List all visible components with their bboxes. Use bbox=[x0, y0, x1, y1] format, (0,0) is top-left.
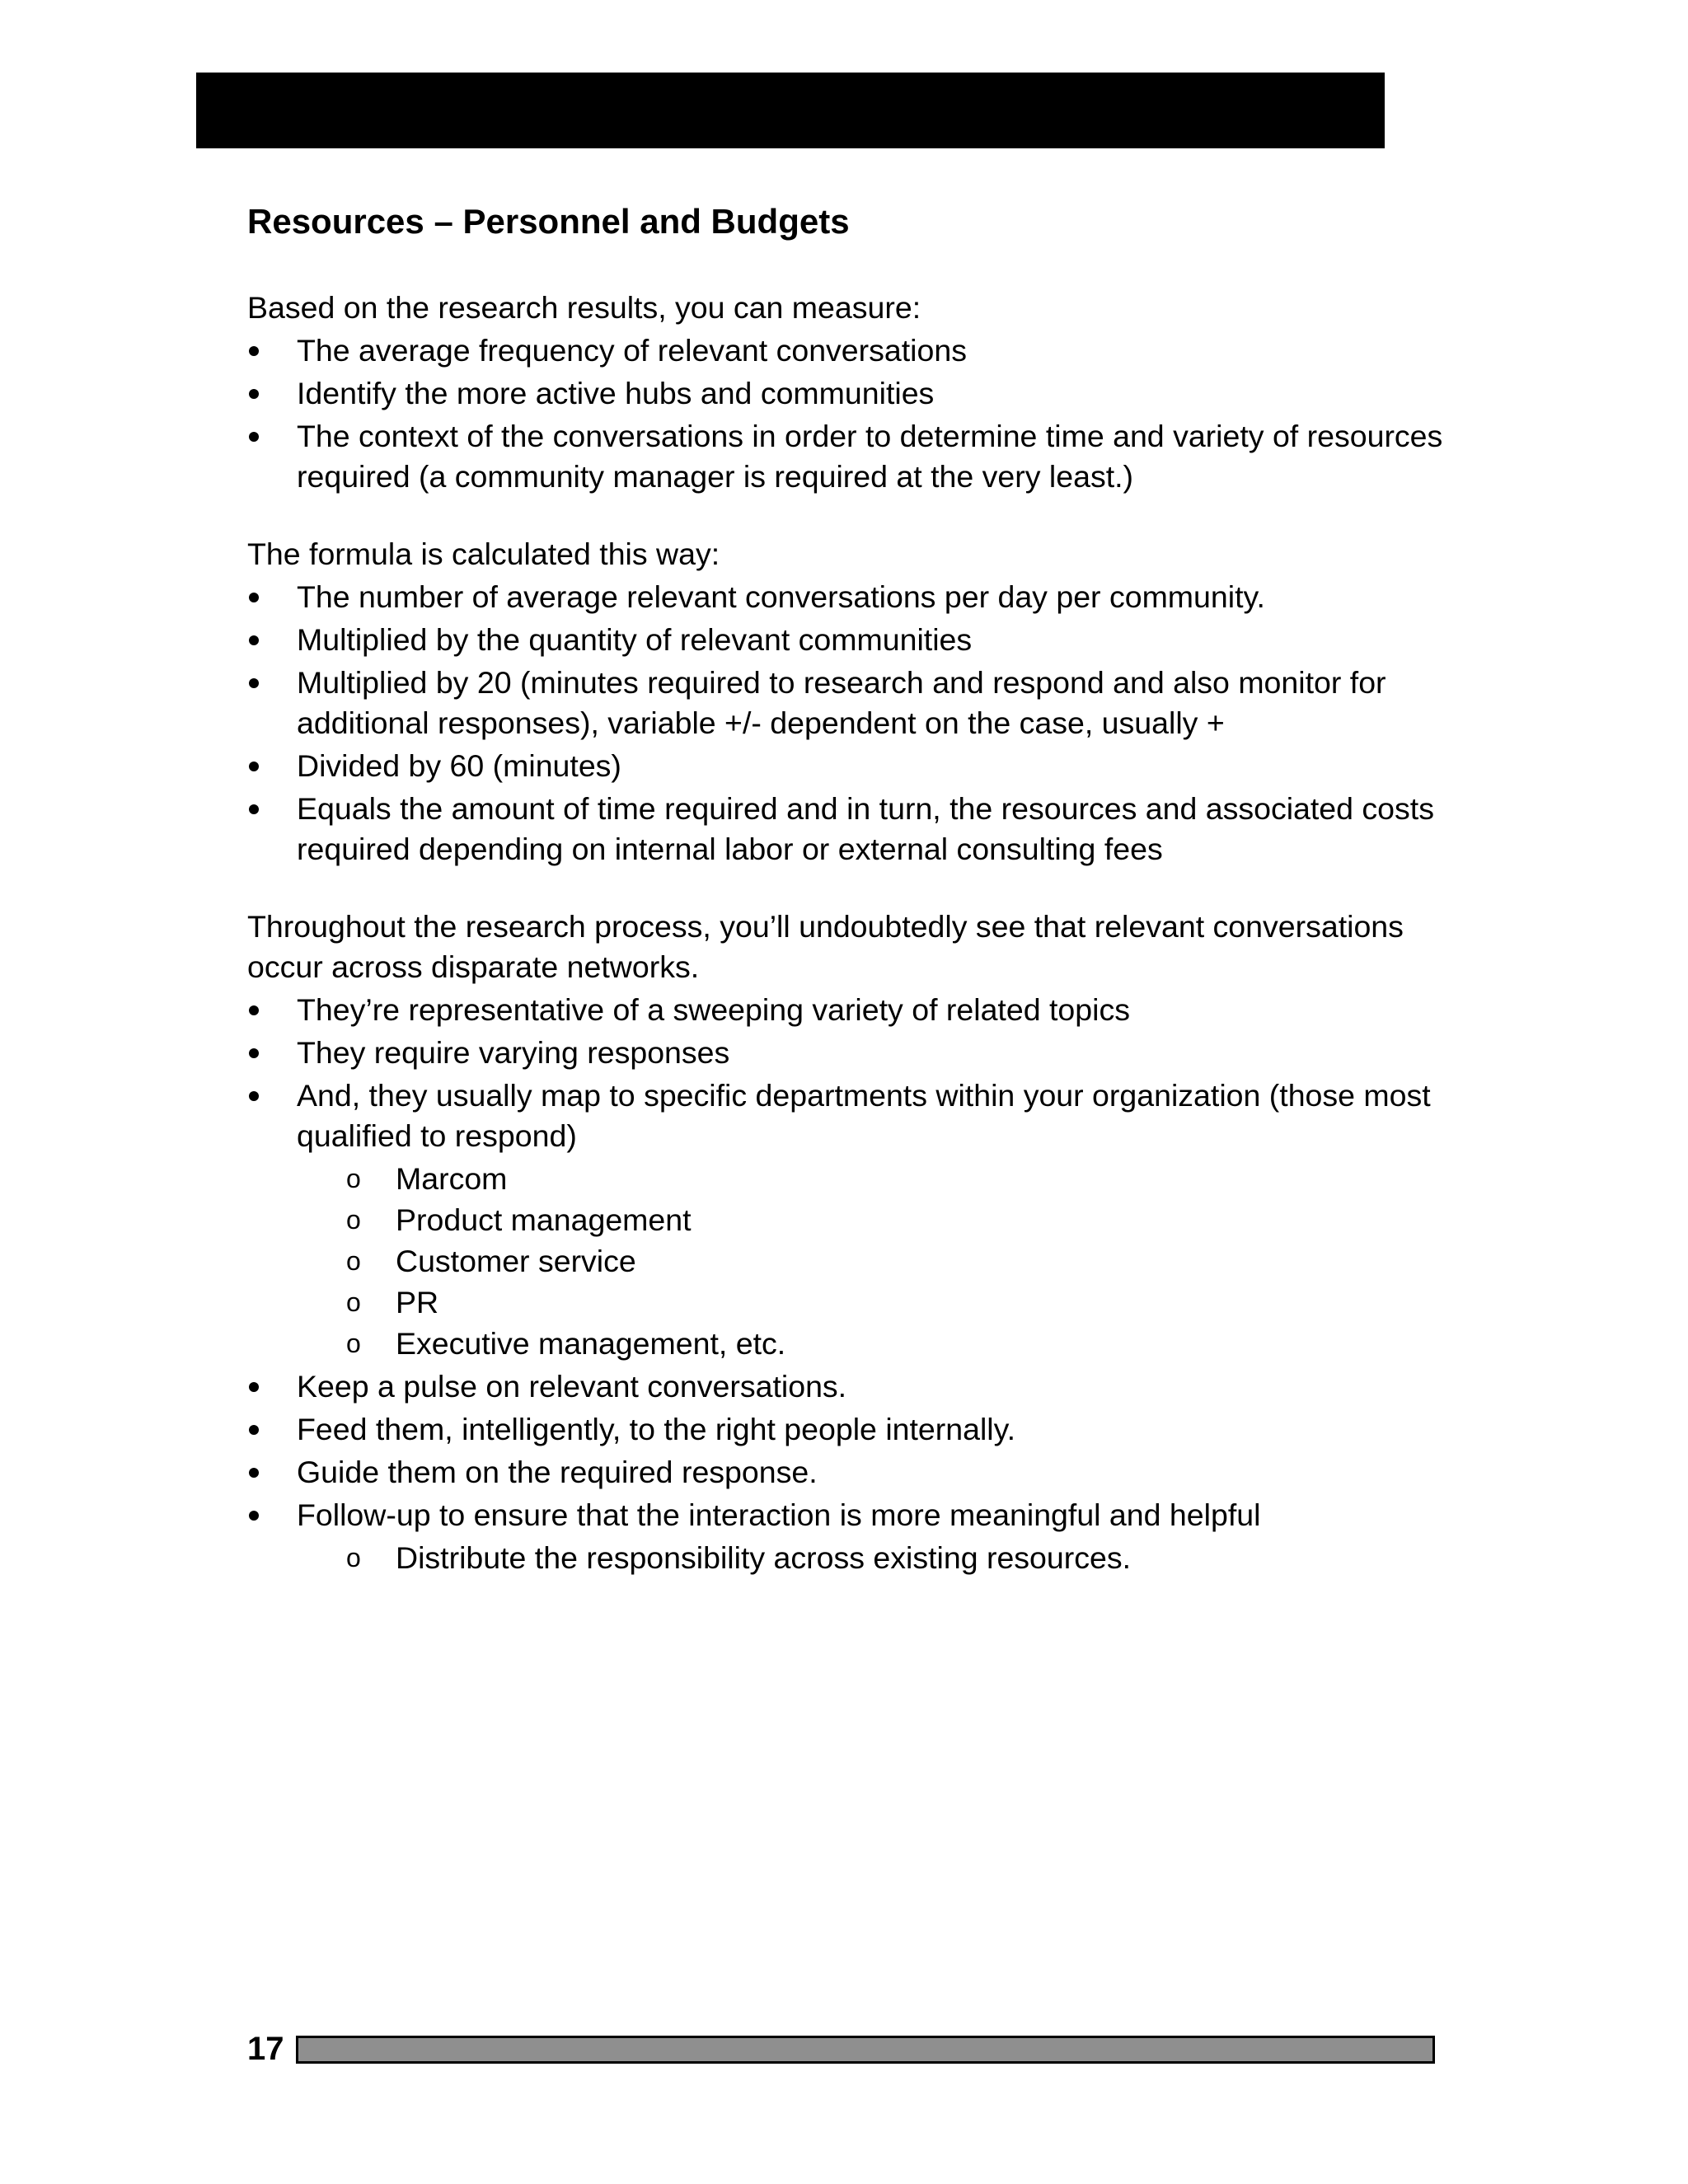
list-item: They require varying responses bbox=[247, 1033, 1451, 1073]
circle-bullet-icon: o bbox=[346, 1329, 361, 1358]
bullet-icon bbox=[249, 346, 259, 356]
bullet-icon bbox=[249, 1468, 259, 1478]
list-item: The number of average relevant conversations per day per community. bbox=[247, 577, 1451, 617]
bullet-icon bbox=[249, 432, 259, 442]
list-item: The average frequency of relevant conversations bbox=[247, 330, 1451, 371]
list-item: And, they usually map to specific departments within your organization (those most qualified to respond) bbox=[247, 1076, 1451, 1156]
section2-intro: The formula is calculated this way: bbox=[247, 537, 720, 571]
bullet-icon bbox=[249, 635, 259, 645]
list-item: Identify the more active hubs and communities bbox=[247, 373, 1451, 414]
list-item: Multiplied by the quantity of relevant communities bbox=[247, 620, 1451, 660]
sub-list-item: o Product management bbox=[247, 1200, 1451, 1240]
footer-bar bbox=[296, 2036, 1435, 2064]
list-item: Divided by 60 (minutes) bbox=[247, 746, 1451, 786]
sub-list-item: o Executive management, etc. bbox=[247, 1324, 1451, 1364]
sub-list-item: o PR bbox=[247, 1282, 1451, 1323]
circle-bullet-icon: o bbox=[346, 1246, 361, 1276]
bullet-icon bbox=[249, 1005, 259, 1015]
bullet-icon bbox=[249, 804, 259, 814]
sub-list-item: o Distribute the responsibility across existing resources. bbox=[247, 1538, 1451, 1578]
list-item: They’re representative of a sweeping variety of related topics bbox=[247, 990, 1451, 1030]
bullet-icon bbox=[249, 1511, 259, 1521]
bullet-icon bbox=[249, 762, 259, 771]
page-footer bbox=[247, 2031, 1434, 2067]
sub-list-item: o Marcom bbox=[247, 1159, 1451, 1199]
circle-bullet-icon: o bbox=[346, 1287, 361, 1317]
sub-list-item: o Customer service bbox=[247, 1241, 1451, 1282]
bullet-icon bbox=[249, 593, 259, 602]
list-item: Equals the amount of time required and in turn, the resources and associated costs required depending on internal labor or external consulting fees bbox=[247, 789, 1451, 869]
list-item: Keep a pulse on relevant conversations. bbox=[247, 1366, 1451, 1407]
bullet-icon bbox=[249, 389, 259, 399]
section1-list bbox=[247, 330, 1451, 497]
bullet-icon bbox=[249, 678, 259, 688]
list-item: Multiplied by 20 (minutes required to research and respond and also monitor for additional responses), variable +/- dependent on the case, usually + bbox=[247, 663, 1451, 743]
circle-bullet-icon: o bbox=[346, 1164, 361, 1193]
bullet-icon bbox=[249, 1425, 259, 1435]
list-item: Feed them, intelligently, to the right people internally. bbox=[247, 1409, 1451, 1450]
bullet-icon bbox=[249, 1382, 259, 1392]
header-bar bbox=[196, 73, 1385, 148]
list-item: The context of the conversations in order to determine time and variety of resources required (a community manager is required at the very least.) bbox=[247, 416, 1451, 497]
page-content bbox=[247, 194, 1451, 1579]
final-sublist bbox=[247, 1538, 1451, 1578]
section3-list bbox=[247, 990, 1451, 1156]
list-item: Guide them on the required response. bbox=[247, 1452, 1451, 1493]
departments-sublist bbox=[247, 1159, 1451, 1364]
list-item: Follow-up to ensure that the interaction is more meaningful and helpful bbox=[247, 1495, 1451, 1535]
circle-bullet-icon: o bbox=[346, 1205, 361, 1235]
circle-bullet-icon: o bbox=[346, 1543, 361, 1572]
section3-list-continued bbox=[247, 1366, 1451, 1535]
bullet-icon bbox=[249, 1091, 259, 1101]
section3-intro: Throughout the research process, you’ll undoubtedly see that relevant conversations occur across disparate networks. bbox=[247, 909, 1404, 984]
bullet-icon bbox=[249, 1048, 259, 1058]
section1-intro: Based on the research results, you can measure: bbox=[247, 290, 921, 325]
page-number: 17 bbox=[247, 2031, 284, 2067]
page-title: Resources – Personnel and Budgets bbox=[247, 202, 850, 241]
section2-list bbox=[247, 577, 1451, 869]
